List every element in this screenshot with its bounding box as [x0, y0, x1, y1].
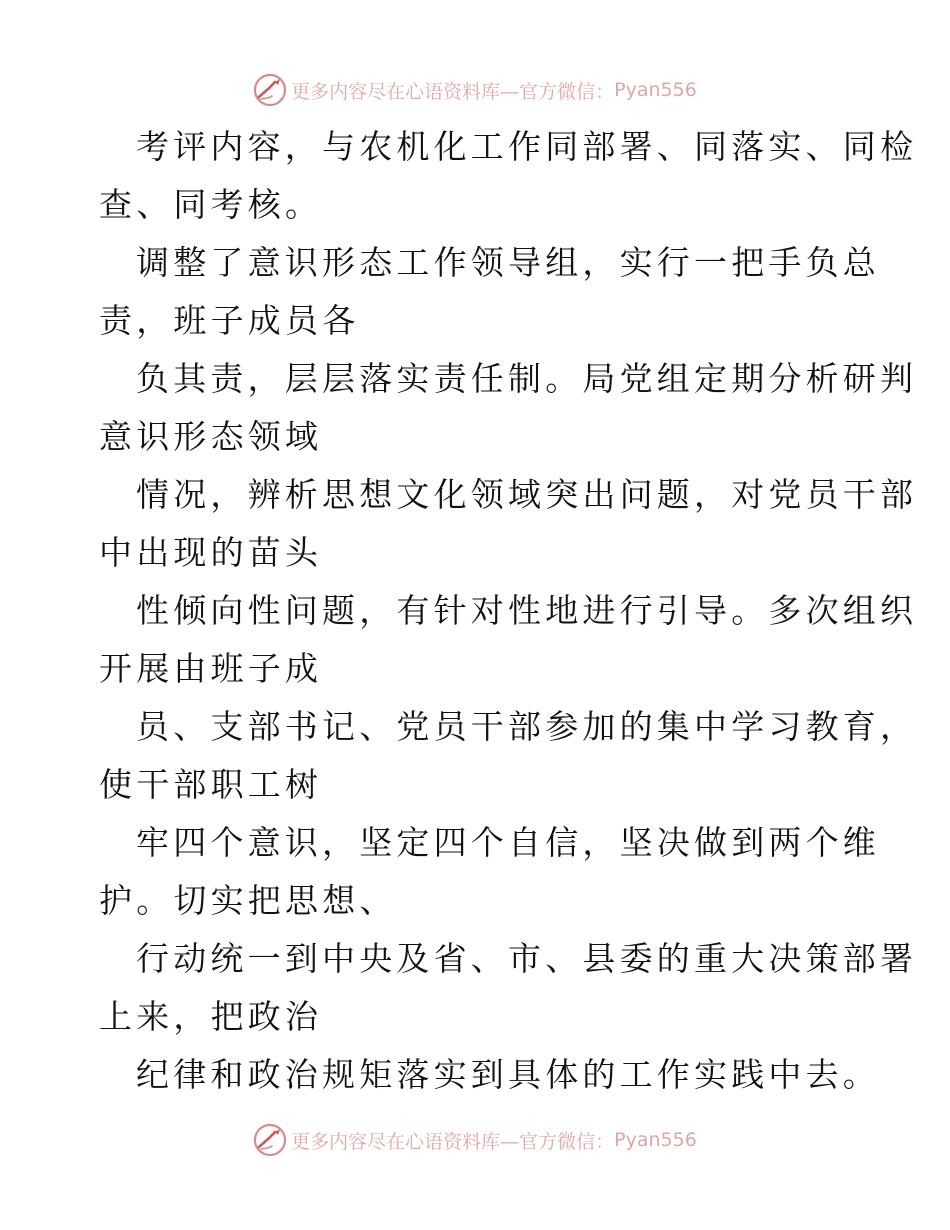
watermark-text: 更多内容尽在心语资料库—官方微信： [291, 1130, 615, 1153]
text-line: 意识形态领域 [99, 417, 323, 456]
text-line: 牢四个意识，坚定四个自信，坚决做到两个维 [136, 823, 880, 862]
pen-circle-logo-icon [253, 1123, 287, 1157]
text-line: 护。切实把思想、 [99, 881, 397, 920]
text-line: 情况，辨析思想文化领域突出问题，对党员干部 [136, 475, 918, 514]
text-line: 开展由班子成 [99, 649, 323, 688]
text-line: 负其责，层层落实责任制。局党组定期分析研判 [136, 359, 918, 398]
text-line: 查、同考核。 [99, 185, 323, 224]
text-line: 使干部职工树 [99, 765, 323, 804]
text-line: 行动统一到中央及省、市、县委的重大决策部署 [136, 939, 918, 978]
watermark-text: 更多内容尽在心语资料库—官方微信： [291, 80, 615, 103]
text-line: 调整了意识形态工作领导组，实行一把手负总 [136, 243, 880, 282]
text-line: 性倾向性问题，有针对性地进行引导。多次组织 [136, 591, 918, 630]
text-line: 员、支部书记、党员干部参加的集中学习教育， [136, 707, 918, 746]
text-line: 考评内容，与农机化工作同部署、同落实、同检 [136, 127, 918, 166]
pen-circle-logo-icon [253, 73, 287, 107]
watermark-wechat-id: Pyan556 [614, 79, 697, 101]
text-line: 上来，把政治 [99, 997, 323, 1036]
watermark-wechat-id: Pyan556 [614, 1129, 697, 1151]
footer-watermark [0, 1120, 950, 1160]
text-line: 中出现的苗头 [99, 533, 323, 572]
header-watermark [0, 70, 950, 110]
text-line: 责，班子成员各 [99, 301, 360, 340]
text-line: 纪律和政治规矩落实到具体的工作实践中去。 [136, 1055, 880, 1094]
